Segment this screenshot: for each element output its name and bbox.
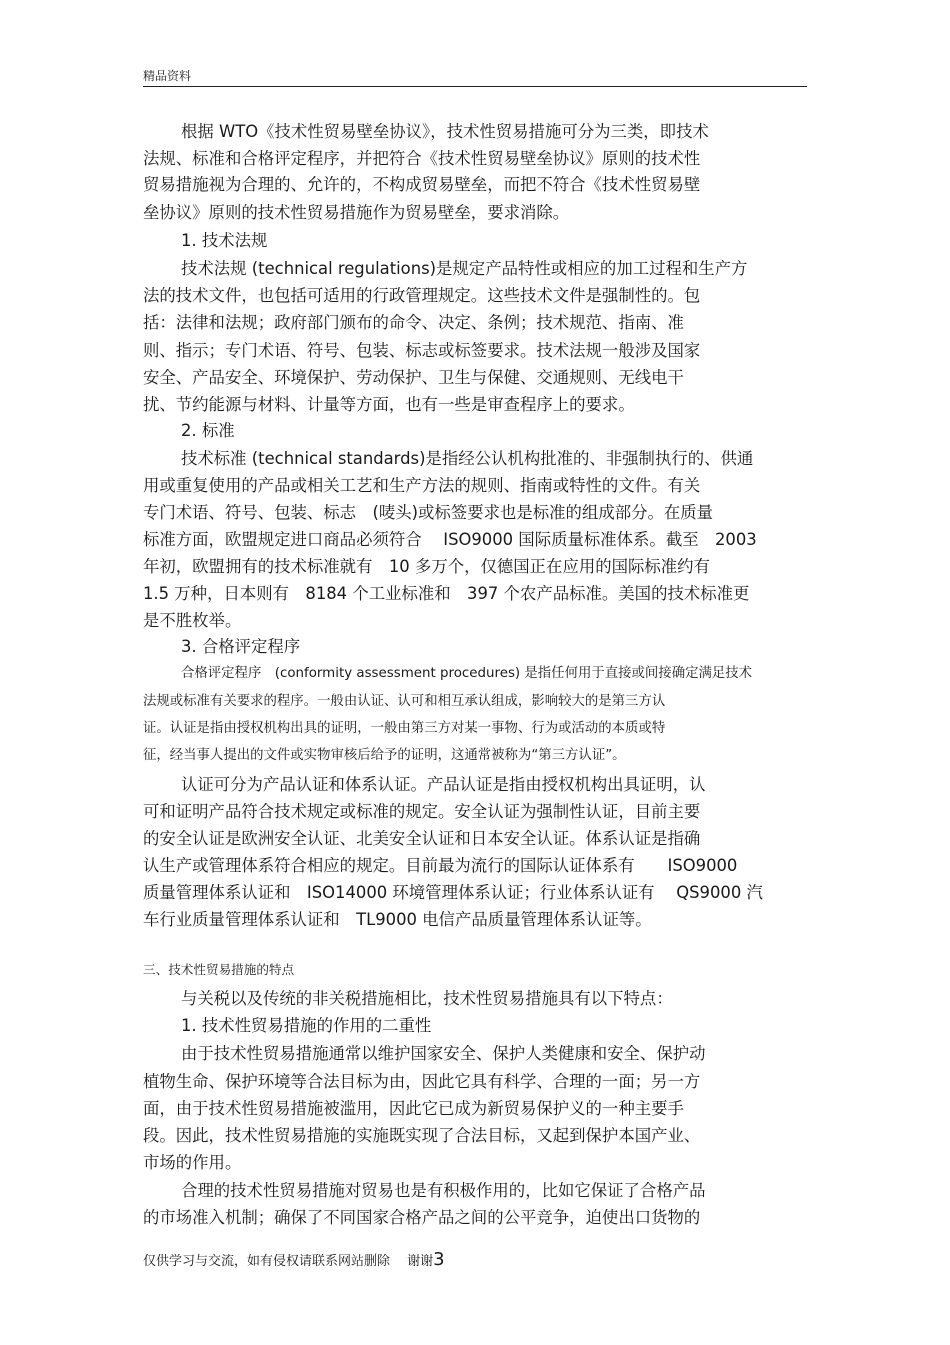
text-line: 可和证明产品符合技术规定或标准的规定。安全认证为强制性认证，目前主要: [143, 802, 701, 821]
text-line: 的安全认证是欧洲安全认证、北美安全认证和日本安全认证。体系认证是指确: [143, 829, 701, 848]
text-line: 3. 合格评定程序: [181, 637, 301, 656]
page-number: 3: [433, 1249, 445, 1270]
text-line: 车行业质量管理体系认证和 TL9000 电信产品质量管理体系认证等。: [143, 910, 652, 929]
section-heading: 三、技术性贸易措施的特点: [143, 962, 295, 977]
text-line: 垒协议》原则的技术性贸易措施作为贸易壁垒，要求消除。: [143, 203, 570, 222]
text-line: 技术法规 (technical regulations)是规定产品特性或相应的加工过程和生产方: [181, 259, 748, 278]
text-line: 证。认证是指由授权机构出具的证明，一般由第三方对某一事物、行为或活动的本质或特: [143, 721, 666, 736]
header-divider: [143, 86, 807, 87]
text-line: 法规或标准有关要求的程序。一般由认证、认可和相互承认组成，影响较大的是第三方认: [143, 694, 666, 709]
text-line: 合理的技术性贸易措施对贸易也是有积极作用的，比如它保证了合格产品: [181, 1181, 706, 1200]
text-line: 征，经当事人提出的文件或实物审核后给予的证明，这通常被称为“第三方认证”。: [143, 748, 626, 763]
text-line: 年初，欧盟拥有的技术标准就有 10 多万个，仅德国正在应用的国际标准约有: [143, 557, 710, 576]
text-line: 法的技术文件，也包括可适用的行政管理规定。这些技术文件是强制性的。包: [143, 286, 701, 305]
text-line: 质量管理体系认证和 ISO14000 环境管理体系认证；行业体系认证有 QS9000 汽: [143, 883, 763, 902]
text-line: 认证可分为产品认证和体系认证。产品认证是指由授权机构出具证明，认: [181, 775, 706, 794]
text-line: 1. 技术性贸易措施的作用的二重性: [181, 1016, 432, 1035]
text-line: 技术标准 (technical standards)是指经公认机构批准的、非强制执行的、供通: [181, 449, 754, 468]
text-line: 法规、标准和合格评定程序，并把符合《技术性贸易壁垒协议》原则的技术性: [143, 149, 701, 168]
page-header: 精品资料: [143, 69, 192, 83]
page-footer: [143, 1249, 445, 1270]
text-line: 与关税以及传统的非关税措施相比，技术性贸易措施具有以下特点：: [181, 989, 673, 1008]
text-line: 则、指示；专门术语、符号、包装、标志或标签要求。技术法规一般涉及国家: [143, 341, 701, 360]
text-line: 的市场准入机制；确保了不同国家合格产品之间的公平竞争，迫使出口货物的: [143, 1208, 701, 1227]
text-line: 1.5 万种，日本则有 8184 个工业标准和 397 个农产品标准。美国的技术标准更: [143, 584, 750, 603]
text-line: 认生产或管理体系符合相应的规定。目前最为流行的国际认证体系有 ISO9000: [143, 856, 738, 875]
footer-note: 仅供学习与交流，如有侵权请联系网站删除 谢谢: [143, 1254, 434, 1269]
text-line: 市场的作用。: [143, 1153, 242, 1172]
text-line: 1. 技术法规: [181, 231, 268, 250]
text-line: 扰、节约能源与材料、计量等方面，也有一些是审查程序上的要求。: [143, 395, 635, 414]
text-line: 标准方面，欧盟规定进口商品必须符合 ISO9000 国际质量标准体系。截至 2003: [143, 530, 757, 549]
text-line: 是不胜枚举。: [143, 611, 242, 630]
text-line: 贸易措施视为合理的、允许的，不构成贸易壁垒，而把不符合《技术性贸易壁: [143, 175, 701, 194]
text-line: 植物生命、保护环境等合法目标为由，因此它具有科学、合理的一面；另一方: [143, 1072, 701, 1091]
text-line: 段。因此，技术性贸易措施的实施既实现了合法目标，又起到保护本国产业、: [143, 1126, 701, 1145]
text-line: 安全、产品安全、环境保护、劳动保护、卫生与保健、交通规则、无线电干: [143, 368, 684, 387]
text-line: 由于技术性贸易措施通常以维护国家安全、保护人类健康和安全、保护动: [181, 1044, 706, 1063]
text-line: 2. 标准: [181, 421, 235, 440]
text-line: 括：法律和法规；政府部门颁布的命令、决定、条例；技术规范、指南、准: [143, 313, 684, 332]
text-line: 合格评定程序 (conformity assessment procedures) 是指任何用于直接或间接确定满足技术: [181, 666, 753, 681]
text-line: 用或重复使用的产品或相关工艺和生产方法的规则、指南或特性的文件。有关: [143, 476, 701, 495]
text-line: 专门术语、符号、包装、标志 (唛头)或标签要求也是标准的组成部分。在质量: [143, 503, 714, 522]
text-line: 根据 WTO《技术性贸易壁垒协议》，技术性贸易措施可分为三类，即技术: [181, 122, 709, 141]
text-line: 面，由于技术性贸易措施被滥用，因此它已成为新贸易保护义的一种主要手: [143, 1099, 684, 1118]
